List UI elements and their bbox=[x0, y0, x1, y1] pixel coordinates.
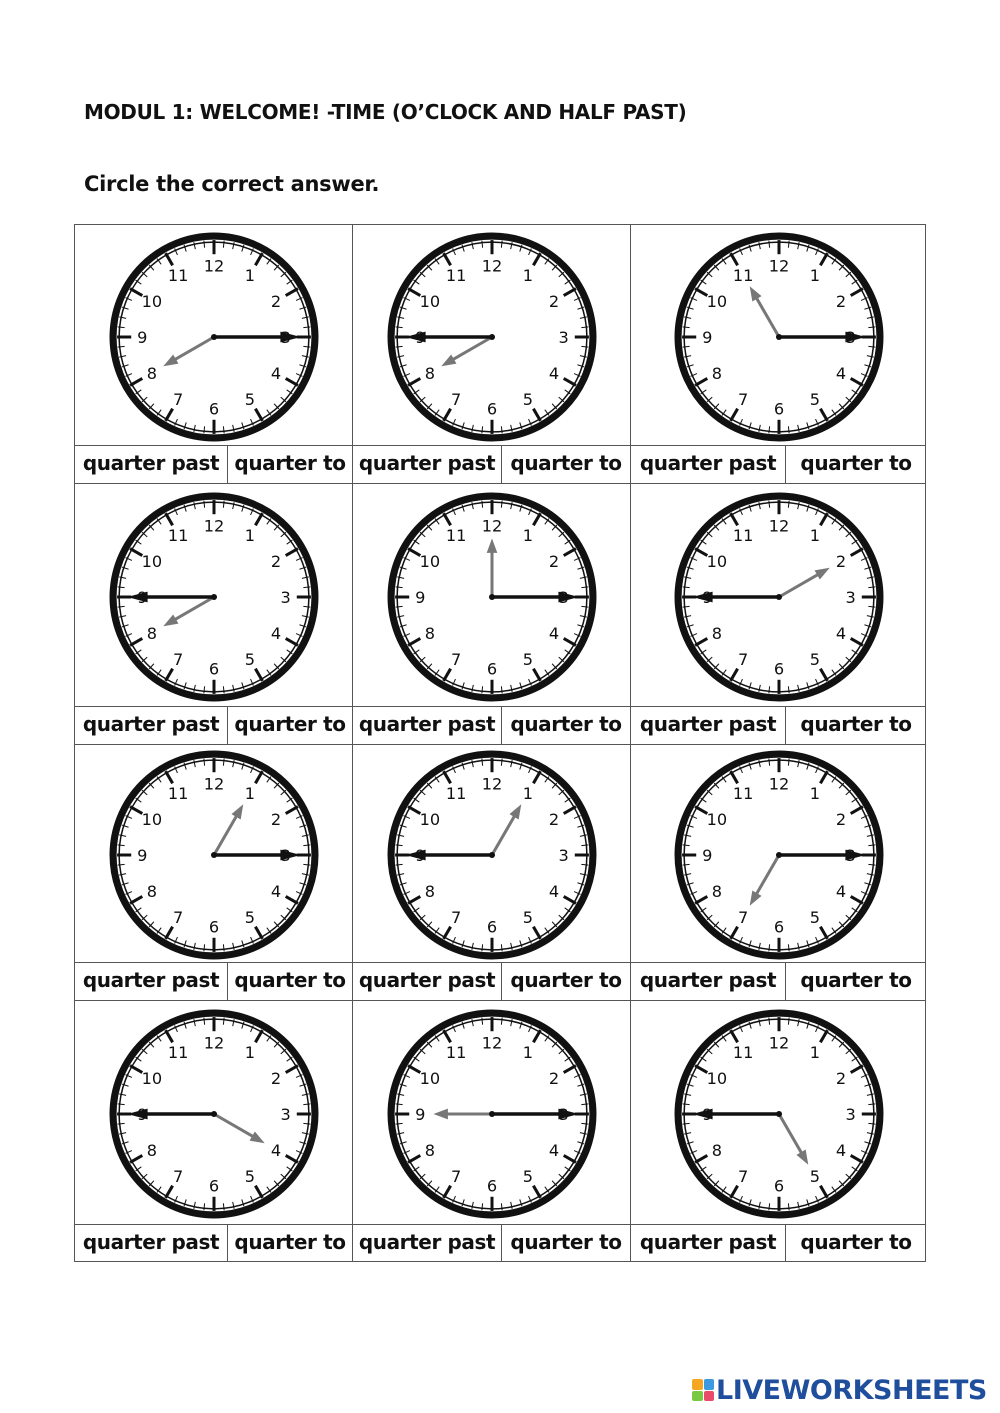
clock-number: 5 bbox=[809, 649, 820, 669]
clock-number: 1 bbox=[809, 265, 820, 285]
answer-option-quarter-to[interactable]: quarter to bbox=[234, 451, 346, 475]
clock-number: 1 bbox=[244, 525, 255, 545]
clock-number: 10 bbox=[419, 810, 441, 830]
clock-number: 2 bbox=[270, 810, 282, 830]
answer-option-quarter-to[interactable]: quarter to bbox=[234, 1230, 346, 1254]
clock-number: 1 bbox=[522, 783, 533, 803]
answer-row-divider bbox=[75, 706, 352, 707]
clock-number: 5 bbox=[809, 1167, 820, 1187]
answer-option-quarter-past[interactable]: quarter past bbox=[82, 1230, 220, 1254]
clock-number: 12 bbox=[203, 774, 225, 794]
clock-number: 4 bbox=[548, 1140, 560, 1160]
answer-option-quarter-to[interactable]: quarter to bbox=[234, 968, 346, 992]
answer-option-quarter-past[interactable]: quarter past bbox=[639, 1230, 777, 1254]
answer-option-quarter-past[interactable]: quarter past bbox=[639, 451, 777, 475]
answer-row-divider bbox=[75, 445, 352, 446]
clock-number: 6 bbox=[208, 399, 220, 419]
clock-number: 9 bbox=[137, 846, 148, 866]
logo-square bbox=[692, 1391, 703, 1402]
clock-number: 9 bbox=[702, 327, 713, 347]
clock-number: 11 bbox=[167, 525, 189, 545]
clock-exercise-cell bbox=[630, 1000, 926, 1262]
clock-number: 3 bbox=[558, 846, 569, 866]
clock-exercise-cell bbox=[352, 224, 631, 484]
clock-exercise-cell bbox=[74, 744, 353, 1001]
clock-number: 7 bbox=[451, 908, 462, 928]
clock-number: 6 bbox=[208, 917, 220, 937]
clock-number: 12 bbox=[203, 515, 225, 535]
clock-center-pin bbox=[776, 852, 782, 858]
answer-row-divider bbox=[353, 1224, 630, 1225]
clock-number: 1 bbox=[244, 783, 255, 803]
analog-clock bbox=[108, 1008, 320, 1220]
clock-number: 6 bbox=[773, 659, 785, 679]
analog-clock bbox=[108, 491, 320, 703]
clock-number: 12 bbox=[768, 1033, 790, 1053]
analog-clock bbox=[673, 231, 885, 443]
clock-number: 10 bbox=[419, 1069, 441, 1089]
answer-option-quarter-past[interactable]: quarter past bbox=[639, 712, 777, 736]
clock-number: 10 bbox=[141, 551, 163, 571]
clock-number: 10 bbox=[706, 291, 728, 311]
clock-number: 12 bbox=[481, 255, 503, 275]
clock-exercise-cell bbox=[74, 483, 353, 745]
clock-number: 2 bbox=[548, 291, 560, 311]
answer-row-divider bbox=[353, 706, 630, 707]
clock-number: 11 bbox=[445, 265, 467, 285]
analog-clock bbox=[386, 749, 598, 961]
answer-option-quarter-past[interactable]: quarter past bbox=[358, 712, 496, 736]
clock-number: 1 bbox=[809, 525, 820, 545]
clock-number: 2 bbox=[835, 291, 847, 311]
answer-option-quarter-past[interactable]: quarter past bbox=[358, 451, 496, 475]
answer-row-divider bbox=[631, 706, 925, 707]
clock-number: 4 bbox=[835, 623, 847, 643]
clock-number: 6 bbox=[486, 1176, 498, 1196]
clock-number: 10 bbox=[141, 291, 163, 311]
clock-number: 11 bbox=[445, 1042, 467, 1062]
analog-clock bbox=[386, 491, 598, 703]
brand-name: LIVEWORKSHEETS bbox=[716, 1374, 987, 1406]
clock-number: 3 bbox=[845, 587, 856, 607]
clock-number: 12 bbox=[768, 255, 790, 275]
clock-number: 11 bbox=[732, 783, 754, 803]
analog-clock bbox=[673, 749, 885, 961]
clock-exercise-cell bbox=[352, 744, 631, 1001]
clock-number: 11 bbox=[732, 1042, 754, 1062]
clock-number: 10 bbox=[419, 291, 441, 311]
clock-center-pin bbox=[776, 1111, 782, 1117]
answer-option-quarter-to[interactable]: quarter to bbox=[800, 451, 912, 475]
clock-number: 10 bbox=[141, 810, 163, 830]
answer-option-quarter-past[interactable]: quarter past bbox=[82, 968, 220, 992]
answer-option-quarter-to[interactable]: quarter to bbox=[800, 968, 912, 992]
clock-center-pin bbox=[776, 593, 782, 599]
clock-exercise-cell bbox=[352, 483, 631, 745]
clock-number: 6 bbox=[486, 917, 498, 937]
answer-option-quarter-to[interactable]: quarter to bbox=[800, 712, 912, 736]
clock-center-pin bbox=[489, 593, 495, 599]
clock-center-pin bbox=[489, 852, 495, 858]
answer-row-divider bbox=[353, 445, 630, 446]
clock-number: 8 bbox=[711, 623, 723, 643]
clock-exercise-cell bbox=[630, 744, 926, 1001]
clock-number: 9 bbox=[137, 327, 148, 347]
clock-number: 12 bbox=[481, 515, 503, 535]
answer-row-divider bbox=[75, 962, 352, 963]
clock-number: 11 bbox=[732, 265, 754, 285]
answer-row-divider bbox=[75, 1224, 352, 1225]
clock-number: 12 bbox=[768, 515, 790, 535]
clock-number: 12 bbox=[203, 1033, 225, 1053]
clock-number: 2 bbox=[548, 551, 560, 571]
clock-number: 4 bbox=[270, 623, 282, 643]
clock-number: 5 bbox=[244, 649, 255, 669]
analog-clock bbox=[386, 231, 598, 443]
answer-option-quarter-to[interactable]: quarter to bbox=[510, 968, 622, 992]
clock-number: 1 bbox=[244, 1042, 255, 1062]
clock-number: 4 bbox=[835, 881, 847, 901]
clock-exercise-cell bbox=[352, 1000, 631, 1262]
clock-number: 8 bbox=[711, 363, 723, 383]
clock-number: 2 bbox=[270, 1069, 282, 1089]
clock-number: 4 bbox=[270, 1140, 282, 1160]
clock-number: 1 bbox=[522, 265, 533, 285]
clock-number: 7 bbox=[451, 649, 462, 669]
clock-number: 6 bbox=[773, 917, 785, 937]
clock-number: 6 bbox=[208, 1176, 220, 1196]
logo-square bbox=[704, 1391, 715, 1402]
clock-number: 1 bbox=[522, 1042, 533, 1062]
clock-number: 5 bbox=[522, 908, 533, 928]
clock-number: 9 bbox=[415, 587, 426, 607]
clock-number: 7 bbox=[173, 1167, 184, 1187]
clock-number: 1 bbox=[809, 1042, 820, 1062]
clock-number: 7 bbox=[738, 908, 749, 928]
clock-number: 4 bbox=[835, 1140, 847, 1160]
analog-clock bbox=[673, 1008, 885, 1220]
answer-row-divider bbox=[353, 962, 630, 963]
clock-exercise-grid bbox=[74, 224, 926, 1262]
clock-exercise-cell bbox=[74, 224, 353, 484]
answer-option-quarter-to[interactable]: quarter to bbox=[800, 1230, 912, 1254]
clock-number: 11 bbox=[167, 1042, 189, 1062]
clock-center-pin bbox=[211, 333, 217, 339]
clock-number: 8 bbox=[424, 881, 436, 901]
clock-number: 2 bbox=[270, 551, 282, 571]
clock-number: 10 bbox=[141, 1069, 163, 1089]
analog-clock bbox=[108, 749, 320, 961]
clock-number: 12 bbox=[768, 774, 790, 794]
clock-center-pin bbox=[211, 593, 217, 599]
answer-option-quarter-past[interactable]: quarter past bbox=[358, 1230, 496, 1254]
clock-number: 8 bbox=[146, 1140, 158, 1160]
clock-number: 8 bbox=[146, 623, 158, 643]
clock-number: 7 bbox=[738, 1167, 749, 1187]
clock-number: 6 bbox=[486, 399, 498, 419]
answer-option-quarter-to[interactable]: quarter to bbox=[510, 1230, 622, 1254]
analog-clock bbox=[108, 231, 320, 443]
clock-number: 6 bbox=[773, 1176, 785, 1196]
answer-row-divider bbox=[631, 445, 925, 446]
clock-number: 8 bbox=[146, 363, 158, 383]
clock-number: 5 bbox=[244, 389, 255, 409]
clock-number: 10 bbox=[706, 810, 728, 830]
analog-clock bbox=[386, 1008, 598, 1220]
clock-number: 12 bbox=[481, 1033, 503, 1053]
clock-number: 2 bbox=[548, 810, 560, 830]
clock-number: 12 bbox=[203, 255, 225, 275]
clock-number: 4 bbox=[548, 623, 560, 643]
clock-number: 4 bbox=[548, 363, 560, 383]
clock-number: 3 bbox=[280, 587, 291, 607]
clock-number: 11 bbox=[445, 783, 467, 803]
clock-number: 7 bbox=[173, 649, 184, 669]
clock-number: 7 bbox=[451, 1167, 462, 1187]
clock-number: 3 bbox=[280, 1105, 291, 1125]
clock-number: 4 bbox=[548, 881, 560, 901]
clock-number: 1 bbox=[244, 265, 255, 285]
clock-number: 6 bbox=[773, 399, 785, 419]
clock-number: 5 bbox=[809, 908, 820, 928]
clock-number: 5 bbox=[522, 649, 533, 669]
worksheet-title: MODUL 1: WELCOME! -TIME (O’CLOCK AND HALF PAST) bbox=[84, 100, 687, 124]
answer-row-divider bbox=[631, 1224, 925, 1225]
answer-option-quarter-to[interactable]: quarter to bbox=[234, 712, 346, 736]
clock-number: 8 bbox=[146, 881, 158, 901]
clock-number: 2 bbox=[835, 1069, 847, 1089]
answer-option-quarter-past[interactable]: quarter past bbox=[639, 968, 777, 992]
liveworksheets-logo-icon bbox=[692, 1379, 714, 1401]
instruction-text: Circle the correct answer. bbox=[84, 172, 380, 196]
clock-number: 11 bbox=[167, 265, 189, 285]
clock-exercise-cell bbox=[630, 224, 926, 484]
clock-number: 11 bbox=[445, 525, 467, 545]
clock-number: 7 bbox=[738, 649, 749, 669]
clock-number: 7 bbox=[173, 908, 184, 928]
clock-exercise-cell bbox=[630, 483, 926, 745]
clock-number: 2 bbox=[270, 291, 282, 311]
clock-exercise-cell bbox=[74, 1000, 353, 1262]
liveworksheets-brand bbox=[692, 1375, 987, 1405]
clock-number: 4 bbox=[270, 363, 282, 383]
clock-center-pin bbox=[211, 852, 217, 858]
clock-number: 6 bbox=[486, 659, 498, 679]
clock-number: 1 bbox=[522, 525, 533, 545]
answer-row-divider bbox=[631, 962, 925, 963]
clock-number: 9 bbox=[702, 846, 713, 866]
clock-number: 8 bbox=[424, 1140, 436, 1160]
answer-option-quarter-past[interactable]: quarter past bbox=[82, 712, 220, 736]
analog-clock bbox=[673, 491, 885, 703]
clock-number: 6 bbox=[208, 659, 220, 679]
clock-number: 11 bbox=[167, 783, 189, 803]
clock-number: 12 bbox=[481, 774, 503, 794]
answer-option-quarter-past[interactable]: quarter past bbox=[82, 451, 220, 475]
clock-center-pin bbox=[489, 333, 495, 339]
clock-number: 7 bbox=[451, 389, 462, 409]
clock-number: 10 bbox=[706, 551, 728, 571]
clock-number: 4 bbox=[835, 363, 847, 383]
clock-number: 2 bbox=[835, 551, 847, 571]
answer-option-quarter-to[interactable]: quarter to bbox=[510, 451, 622, 475]
clock-number: 10 bbox=[419, 551, 441, 571]
clock-number: 9 bbox=[415, 1105, 426, 1125]
clock-number: 2 bbox=[835, 810, 847, 830]
clock-number: 5 bbox=[244, 1167, 255, 1187]
clock-center-pin bbox=[776, 333, 782, 339]
clock-number: 5 bbox=[522, 1167, 533, 1187]
logo-square bbox=[704, 1379, 715, 1390]
clock-center-pin bbox=[489, 1111, 495, 1117]
answer-option-quarter-to[interactable]: quarter to bbox=[510, 712, 622, 736]
clock-number: 5 bbox=[522, 389, 533, 409]
clock-number: 7 bbox=[173, 389, 184, 409]
clock-number: 10 bbox=[706, 1069, 728, 1089]
clock-number: 8 bbox=[711, 881, 723, 901]
clock-number: 8 bbox=[424, 363, 436, 383]
clock-number: 11 bbox=[732, 525, 754, 545]
answer-option-quarter-past[interactable]: quarter past bbox=[358, 968, 496, 992]
clock-number: 3 bbox=[558, 327, 569, 347]
clock-number: 7 bbox=[738, 389, 749, 409]
clock-number: 8 bbox=[424, 623, 436, 643]
clock-number: 3 bbox=[845, 1105, 856, 1125]
clock-number: 2 bbox=[548, 1069, 560, 1089]
clock-number: 5 bbox=[244, 908, 255, 928]
clock-number: 8 bbox=[711, 1140, 723, 1160]
logo-square bbox=[692, 1379, 703, 1390]
clock-number: 4 bbox=[270, 881, 282, 901]
clock-number: 1 bbox=[809, 783, 820, 803]
clock-center-pin bbox=[211, 1111, 217, 1117]
clock-number: 5 bbox=[809, 389, 820, 409]
